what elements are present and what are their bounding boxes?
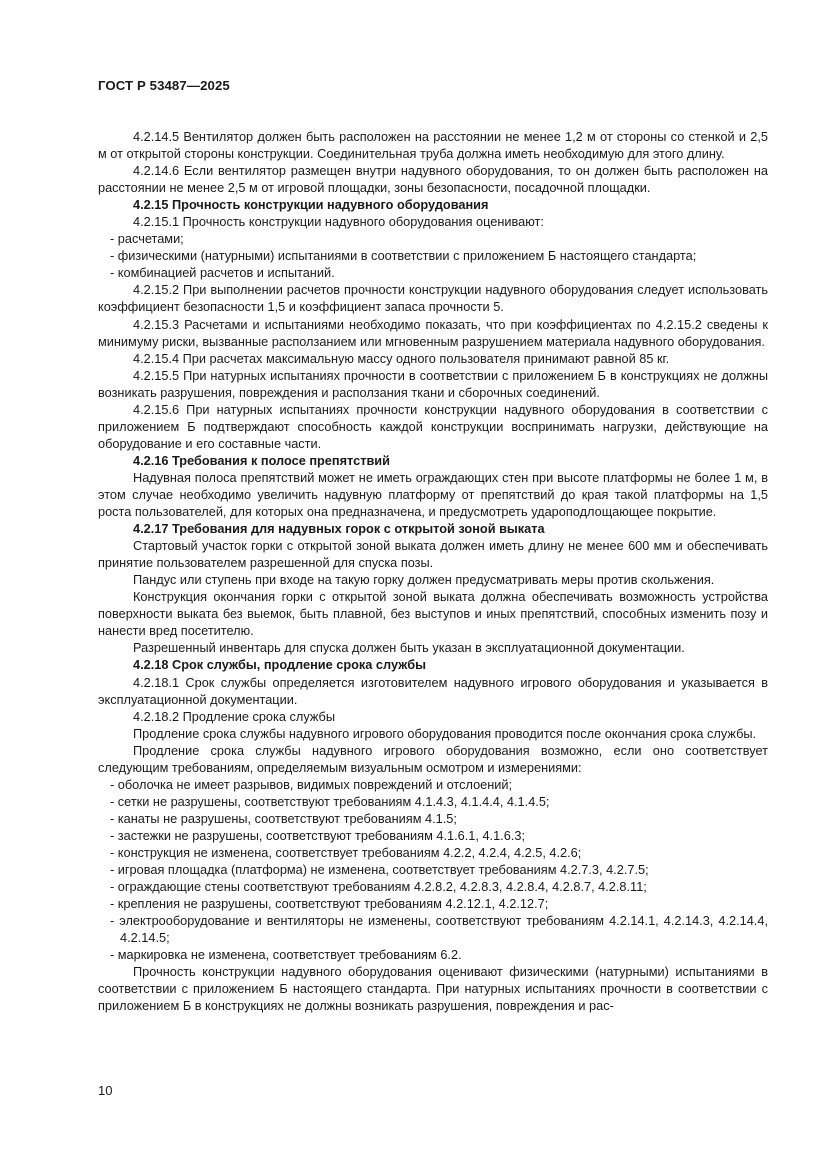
- section-heading: 4.2.17 Требования для надувных горок с открытой зоной выката: [133, 521, 545, 537]
- paragraph: Продление срока службы надувного игрового оборудования возможно, если оно соответствует следующим требованиям, определяемым визуальным осмотром и измерениями:: [98, 742, 768, 775]
- paragraph: 4.2.18.2 Продление срока службы: [133, 708, 335, 724]
- list-item: - застежки не разрушены, соответствуют требованиям 4.1.6.1, 4.1.6.3;: [110, 827, 525, 843]
- paragraph: 4.2.15.5 При натурных испытаниях прочности в соответствии с приложением Б в конструкциях не должны возникать разрушения, повреждения и расползания ткани и сборочных соединений.: [98, 367, 768, 400]
- list-item: - маркировка не изменена, соответствует требованиям 6.2.: [110, 947, 462, 963]
- paragraph: Продление срока службы надувного игрового оборудования проводится после окончания срока службы.: [133, 725, 757, 741]
- list-item: - ограждающие стены соответствуют требованиям 4.2.8.2, 4.2.8.3, 4.2.8.4, 4.2.8.7, 4.2.8.11;: [110, 879, 647, 895]
- paragraph: Прочность конструкции надувного оборудования оценивают физическими (натурными) испытаниями в соответствии с приложением Б настоящего стандарта. При натурных испытаниях прочности в соответствии с приложением Б в конструкциях не должны возникать разрушения, повреждения и рас-: [98, 964, 768, 1014]
- list-item: - физическими (натурными) испытаниями в соответствии с приложением Б настоящего стандарта;: [110, 248, 697, 264]
- paragraph: 4.2.15.1 Прочность конструкции надувного оборудования оценивают:: [133, 214, 544, 230]
- list-item: - расчетами;: [110, 231, 184, 247]
- list-item: - комбинацией расчетов и испытаний.: [110, 265, 335, 281]
- page-number: 10: [98, 1083, 113, 1098]
- paragraph: 4.2.15.2 При выполнении расчетов прочности конструкции надувного оборудования следует использовать коэффициент безопасности 1,5 и коэффициент запаса прочности 5.: [98, 282, 768, 315]
- section-heading: 4.2.15 Прочность конструкции надувного оборудования: [133, 197, 489, 213]
- paragraph: Стартовый участок горки с открытой зоной выката должен иметь длину не менее 600 мм и обеспечивать принятие пользователем разрешенной для спуска позы.: [98, 538, 768, 571]
- list-item: - сетки не разрушены, соответствуют требованиям 4.1.4.3, 4.1.4.4, 4.1.4.5;: [110, 793, 550, 809]
- paragraph: 4.2.15.4 При расчетах максимальную массу одного пользователя принимают равной 85 кг.: [133, 350, 670, 366]
- list-item: - канаты не разрушены, соответствуют требованиям 4.1.5;: [110, 810, 457, 826]
- section-heading: 4.2.16 Требования к полосе препятствий: [133, 452, 390, 468]
- paragraph: 4.2.15.3 Расчетами и испытаниями необходимо показать, что при коэффициентах по 4.2.15.2 сведены к минимуму риски, вызванные расползанием или мгновенным разрушением материала надувного оборудования.: [98, 316, 768, 349]
- section-heading: 4.2.18 Срок службы, продление срока службы: [133, 657, 427, 673]
- paragraph: Пандус или ступень при входе на такую горку должен предусматривать меры против скольжения.: [133, 572, 715, 588]
- paragraph: 4.2.14.5 Вентилятор должен быть расположен на расстоянии не менее 1,2 м от стороны со стенкой и 2,5 м от открытой стороны конструкции. Соединительная труба должна иметь необходимую для этого длину.: [98, 129, 768, 162]
- list-item: - крепления не разрушены, соответствуют требованиям 4.2.12.1, 4.2.12.7;: [110, 896, 549, 912]
- list-item: - оболочка не имеет разрывов, видимых повреждений и отслоений;: [110, 776, 513, 792]
- paragraph: 4.2.14.6 Если вентилятор размещен внутри надувного оборудования, то он должен быть расположен на расстоянии не менее 2,5 м от игровой площадки, зоны безопасности, посадочной площадки.: [98, 163, 768, 196]
- list-item: - электрооборудование и вентиляторы не изменены, соответствуют требованиям 4.2.14.1, 4.2.14.3, 4.2.14.4, 4.2.14.5;: [110, 913, 768, 946]
- list-item: - игровая площадка (платформа) не изменена, соответствует требованиям 4.2.7.3, 4.2.7.5;: [110, 862, 649, 878]
- paragraph: 4.2.18.1 Срок службы определяется изготовителем надувного игрового оборудования и указывается в эксплуатационной документации.: [98, 674, 768, 707]
- paragraph: Надувная полоса препятствий может не иметь ограждающих стен при высоте платформы не более 1 м, в этом случае необходимо увеличить надувную платформу от препятствий до края такой платформы на 1,5 роста пользователей, для которых она предназначена, и предусмотреть удароподлощающее покрытие.: [98, 469, 768, 520]
- document-body: [98, 128, 768, 1014]
- paragraph: Разрешенный инвентарь для спуска должен быть указан в эксплуатационной документации.: [133, 640, 685, 656]
- paragraph: Конструкция окончания горки с открытой зоной выката должна обеспечивать возможность устройства поверхности выката без выемок, быть плавной, без выступов и иных препятствий, способных изменить позу и нанести вред посетителю.: [98, 589, 768, 639]
- paragraph: 4.2.15.6 При натурных испытаниях прочности конструкции надувного оборудования в соответствии с приложением Б подтверждают способность каждой конструкции воспринимать нагрузки, действующие на оборудование и его составные части.: [98, 401, 768, 451]
- document-header: ГОСТ Р 53487—2025: [98, 78, 230, 93]
- list-item: - конструкция не изменена, соответствует требованиям 4.2.2, 4.2.4, 4.2.5, 4.2.6;: [110, 844, 582, 860]
